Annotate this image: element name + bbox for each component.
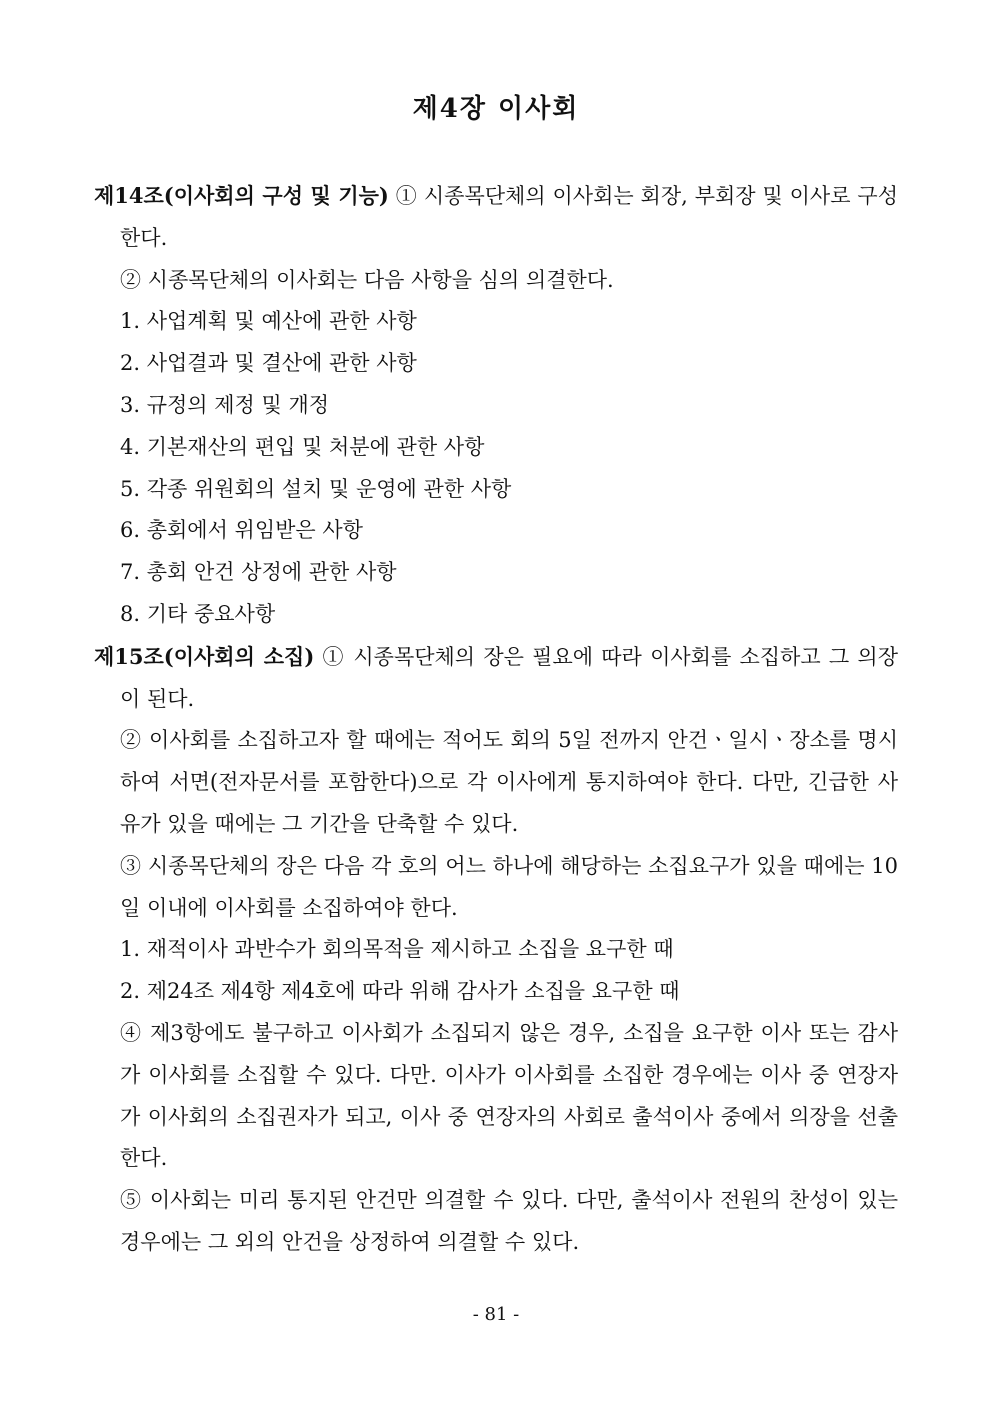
document-body <box>94 175 898 1264</box>
chapter-title: 제4장 이사회 <box>412 94 580 124</box>
article-14-paragraph-1 <box>94 175 898 260</box>
article-14-item-4: 4. 기본재산의 편입 및 처분에 관한 사항 <box>120 434 485 459</box>
article-15-clause-1: ① 시종목단체의 장은 필요에 따라 이사회를 소집하고 그 의장이 된다. <box>120 644 899 711</box>
article-15-item-2: 2. 제24조 제4항 제4호에 따라 위해 감사가 소집을 요구한 때 <box>120 979 680 1004</box>
article-15-clause-5: ⑤ 이사회는 미리 통지된 안건만 의결할 수 있다. 다만, 출석이사 전원의 찬성이 있는 경우에는 그 외의 안건을 상정하여 의결할 수 있다. <box>120 1188 898 1254</box>
article-15-item-1: 1. 재적이사 과반수가 회의목적을 제시하고 소집을 요구한 때 <box>120 937 674 962</box>
article-15-clause-3: ③ 시종목단체의 장은 다음 각 호의 어느 하나에 해당하는 소집요구가 있을 때에는 10일 이내에 이사회를 소집하여야 한다. <box>120 853 898 920</box>
article-14-item-5: 5. 각종 위원회의 설치 및 운영에 관한 사항 <box>120 476 512 501</box>
article-14-item-3: 3. 규정의 제정 및 개정 <box>120 392 330 417</box>
article-14-heading: 제14조(이사회의 구성 및 기능) <box>94 183 389 208</box>
article-14-item-2: 2. 사업결과 및 결산에 관한 사항 <box>120 351 417 376</box>
article-14-clause-2: ② 시종목단체의 이사회는 다음 사항을 심의 의결한다. <box>120 267 614 292</box>
article-15-clause-4: ④ 제3항에도 불구하고 이사회가 소집되지 않은 경우, 소집을 요구한 이사 또는 감사가 이사회를 소집할 수 있다. 다만. 이사가 이사회를 소집한 경우에는 이사 중 연장자가 이사회의 소집권자가 되고, 이사 중 연장자의 사회로 출석이사 중에서 의장을 선출한다. <box>120 1020 898 1171</box>
article-14-item-1: 1. 사업계획 및 예산에 관한 사항 <box>120 309 417 334</box>
article-15-heading: 제15조(이사회의 소집) <box>94 643 315 669</box>
article-15-paragraph-1 <box>94 636 898 721</box>
article-14-clause-1: ① 시종목단체의 이사회는 회장, 부회장 및 이사로 구성한다. <box>120 184 898 250</box>
article-14-item-6: 6. 총회에서 위임받은 사항 <box>120 518 363 543</box>
article-14-item-7: 7. 총회 안건 상정에 관한 사항 <box>120 560 397 585</box>
page-number: - 81 - <box>472 1304 520 1325</box>
article-14-item-8: 8. 기타 중요사항 <box>120 601 276 626</box>
article-15-clause-2: ② 이사회를 소집하고자 할 때에는 적어도 회의 5일 전까지 안건ㆍ일시ㆍ장소를 명시하여 서면(전자문서를 포함한다)으로 각 이사에게 통지하여야 한다. 다만, 긴급한 사유가 있을 때에는 그 기간을 단축할 수 있다. <box>120 728 898 836</box>
